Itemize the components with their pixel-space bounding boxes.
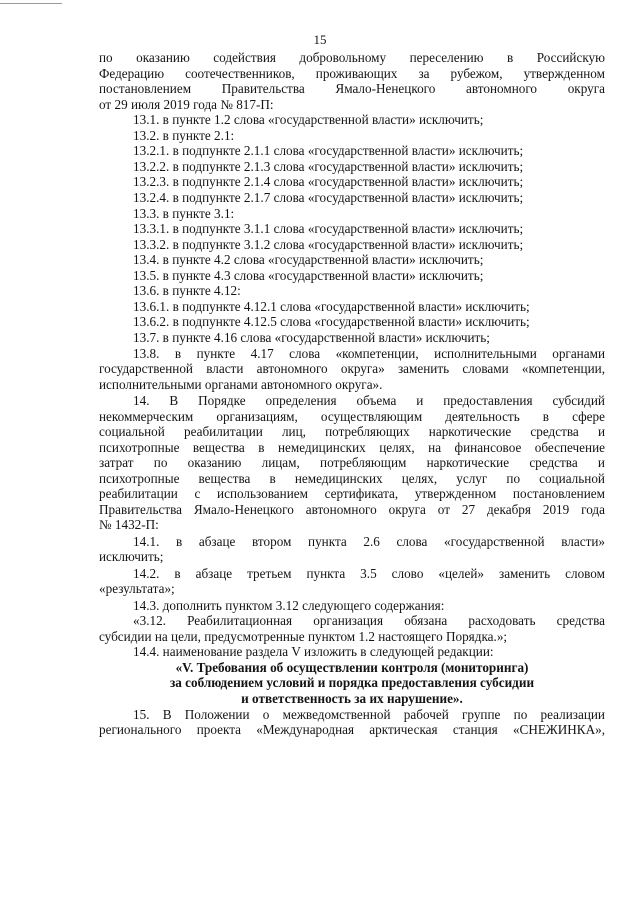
text-line: 13.4. в пункте 4.2 слова «государственной власти» исключить; bbox=[133, 252, 484, 268]
text-line: 13.3.1. в подпункте 3.1.1 слова «государственной власти» исключить; bbox=[133, 221, 524, 237]
text-line: 13.3. в пункте 3.1: bbox=[133, 205, 235, 221]
text-line: 15. В Положении о межведомственной рабочей группе по реализации bbox=[133, 706, 605, 722]
text-line: «результата»; bbox=[99, 581, 175, 597]
section-heading-line: «V. Требования об осуществлении контроля (мониторинга) bbox=[175, 659, 529, 675]
text-line: по оказанию содействия добровольному переселению в Российскую bbox=[99, 50, 605, 65]
text-line: исключить; bbox=[99, 549, 164, 565]
scan-edge-mark bbox=[0, 3, 62, 4]
text-line: 13.1. в пункте 1.2 слова «государственной власти» исключить; bbox=[133, 112, 484, 128]
section-heading-line: за соблюдением условий и порядка предоставления субсидии bbox=[169, 675, 535, 691]
text-line: психотропные вещества в немедицинских целях, услуг по социальной bbox=[99, 470, 605, 486]
text-line: 13.8. в пункте 4.17 слова «компетенции, исполнительными органами bbox=[133, 345, 605, 361]
text-line: субсидии на цели, предусмотренные пунктом 1.2 настоящего Порядка.»; bbox=[99, 628, 508, 644]
text-line: 13.2.4. в подпункте 2.1.7 слова «государственной власти» исключить; bbox=[133, 190, 524, 205]
text-line: 13.6.2. в подпункте 4.12.5 слова «государственной власти» исключить; bbox=[133, 314, 530, 330]
text-line: затрат по оказанию лицам, потребляющим наркотические средства и bbox=[99, 455, 605, 471]
text-line: 13.6.1. в подпункте 4.12.1 слова «государственной власти» исключить; bbox=[133, 298, 530, 314]
text-line: 13.7. в пункте 4.16 слова «государственной власти» исключить; bbox=[133, 329, 490, 345]
text-line: исполнительными органами автономного округа». bbox=[99, 376, 383, 392]
text-line: 14.1. в абзаце втором пункта 2.6 слова «государственной власти» bbox=[133, 533, 605, 549]
text-line: 14. В Порядке определения объема и предоставления субсидий bbox=[133, 392, 605, 408]
text-line: государственной власти автономного округа» заменить словами «компетенции, bbox=[99, 361, 605, 376]
text-line: реабилитации с использованием сертификата, утвержденном постановлением bbox=[99, 486, 605, 502]
text-line: Правительства Ямало-Ненецкого автономного округа от 27 декабря 2019 года bbox=[99, 501, 605, 517]
text-line: регионального проекта «Международная арктическая станция «СНЕЖИНКА», bbox=[99, 722, 605, 738]
text-line: от 29 июля 2019 года № 817-П: bbox=[99, 96, 274, 112]
text-line: 14.3. дополнить пунктом 3.12 следующего содержания: bbox=[133, 597, 445, 613]
text-line: некоммерческим организациям, осуществляющим деятельность в сфере bbox=[99, 408, 605, 424]
text-line: 13.2.2. в подпункте 2.1.3 слова «государственной власти» исключить; bbox=[133, 158, 524, 174]
text-line: 13.2.3. в подпункте 2.1.4 слова «государственной власти» исключить; bbox=[133, 174, 524, 190]
page-number: 15 bbox=[313, 32, 327, 47]
text-line: «3.12. Реабилитационная организация обязана расходовать средства bbox=[133, 613, 605, 628]
text-line: 14.2. в абзаце третьем пункта 3.5 слово «целей» заменить словом bbox=[133, 565, 605, 581]
text-line: 13.2. в пункте 2.1: bbox=[133, 127, 235, 143]
text-line: 13.5. в пункте 4.3 слова «государственной власти» исключить; bbox=[133, 267, 484, 283]
text-line: 13.2.1. в подпункте 2.1.1 слова «государственной власти» исключить; bbox=[133, 143, 524, 159]
text-line: 14.4. наименование раздела V изложить в следующей редакции: bbox=[133, 644, 494, 660]
text-line: № 1432-П: bbox=[99, 517, 159, 533]
section-heading-line: и ответственность за их нарушение». bbox=[241, 690, 463, 706]
text-line: Федерацию соотечественников, проживающих за рубежом, утвержденном bbox=[99, 65, 605, 81]
text-line: 13.6. в пункте 4.12: bbox=[133, 283, 241, 299]
text-line: 13.3.2. в подпункте 3.1.2 слова «государственной власти» исключить; bbox=[133, 236, 524, 252]
text-line: постановлением Правительства Ямало-Ненецкого автономного округа bbox=[99, 81, 605, 97]
text-line: социальной реабилитации лиц, потребляющих наркотические средства и bbox=[99, 424, 605, 439]
text-line: психотропные вещества в немедицинских целях, на финансовое обеспечение bbox=[99, 439, 605, 455]
